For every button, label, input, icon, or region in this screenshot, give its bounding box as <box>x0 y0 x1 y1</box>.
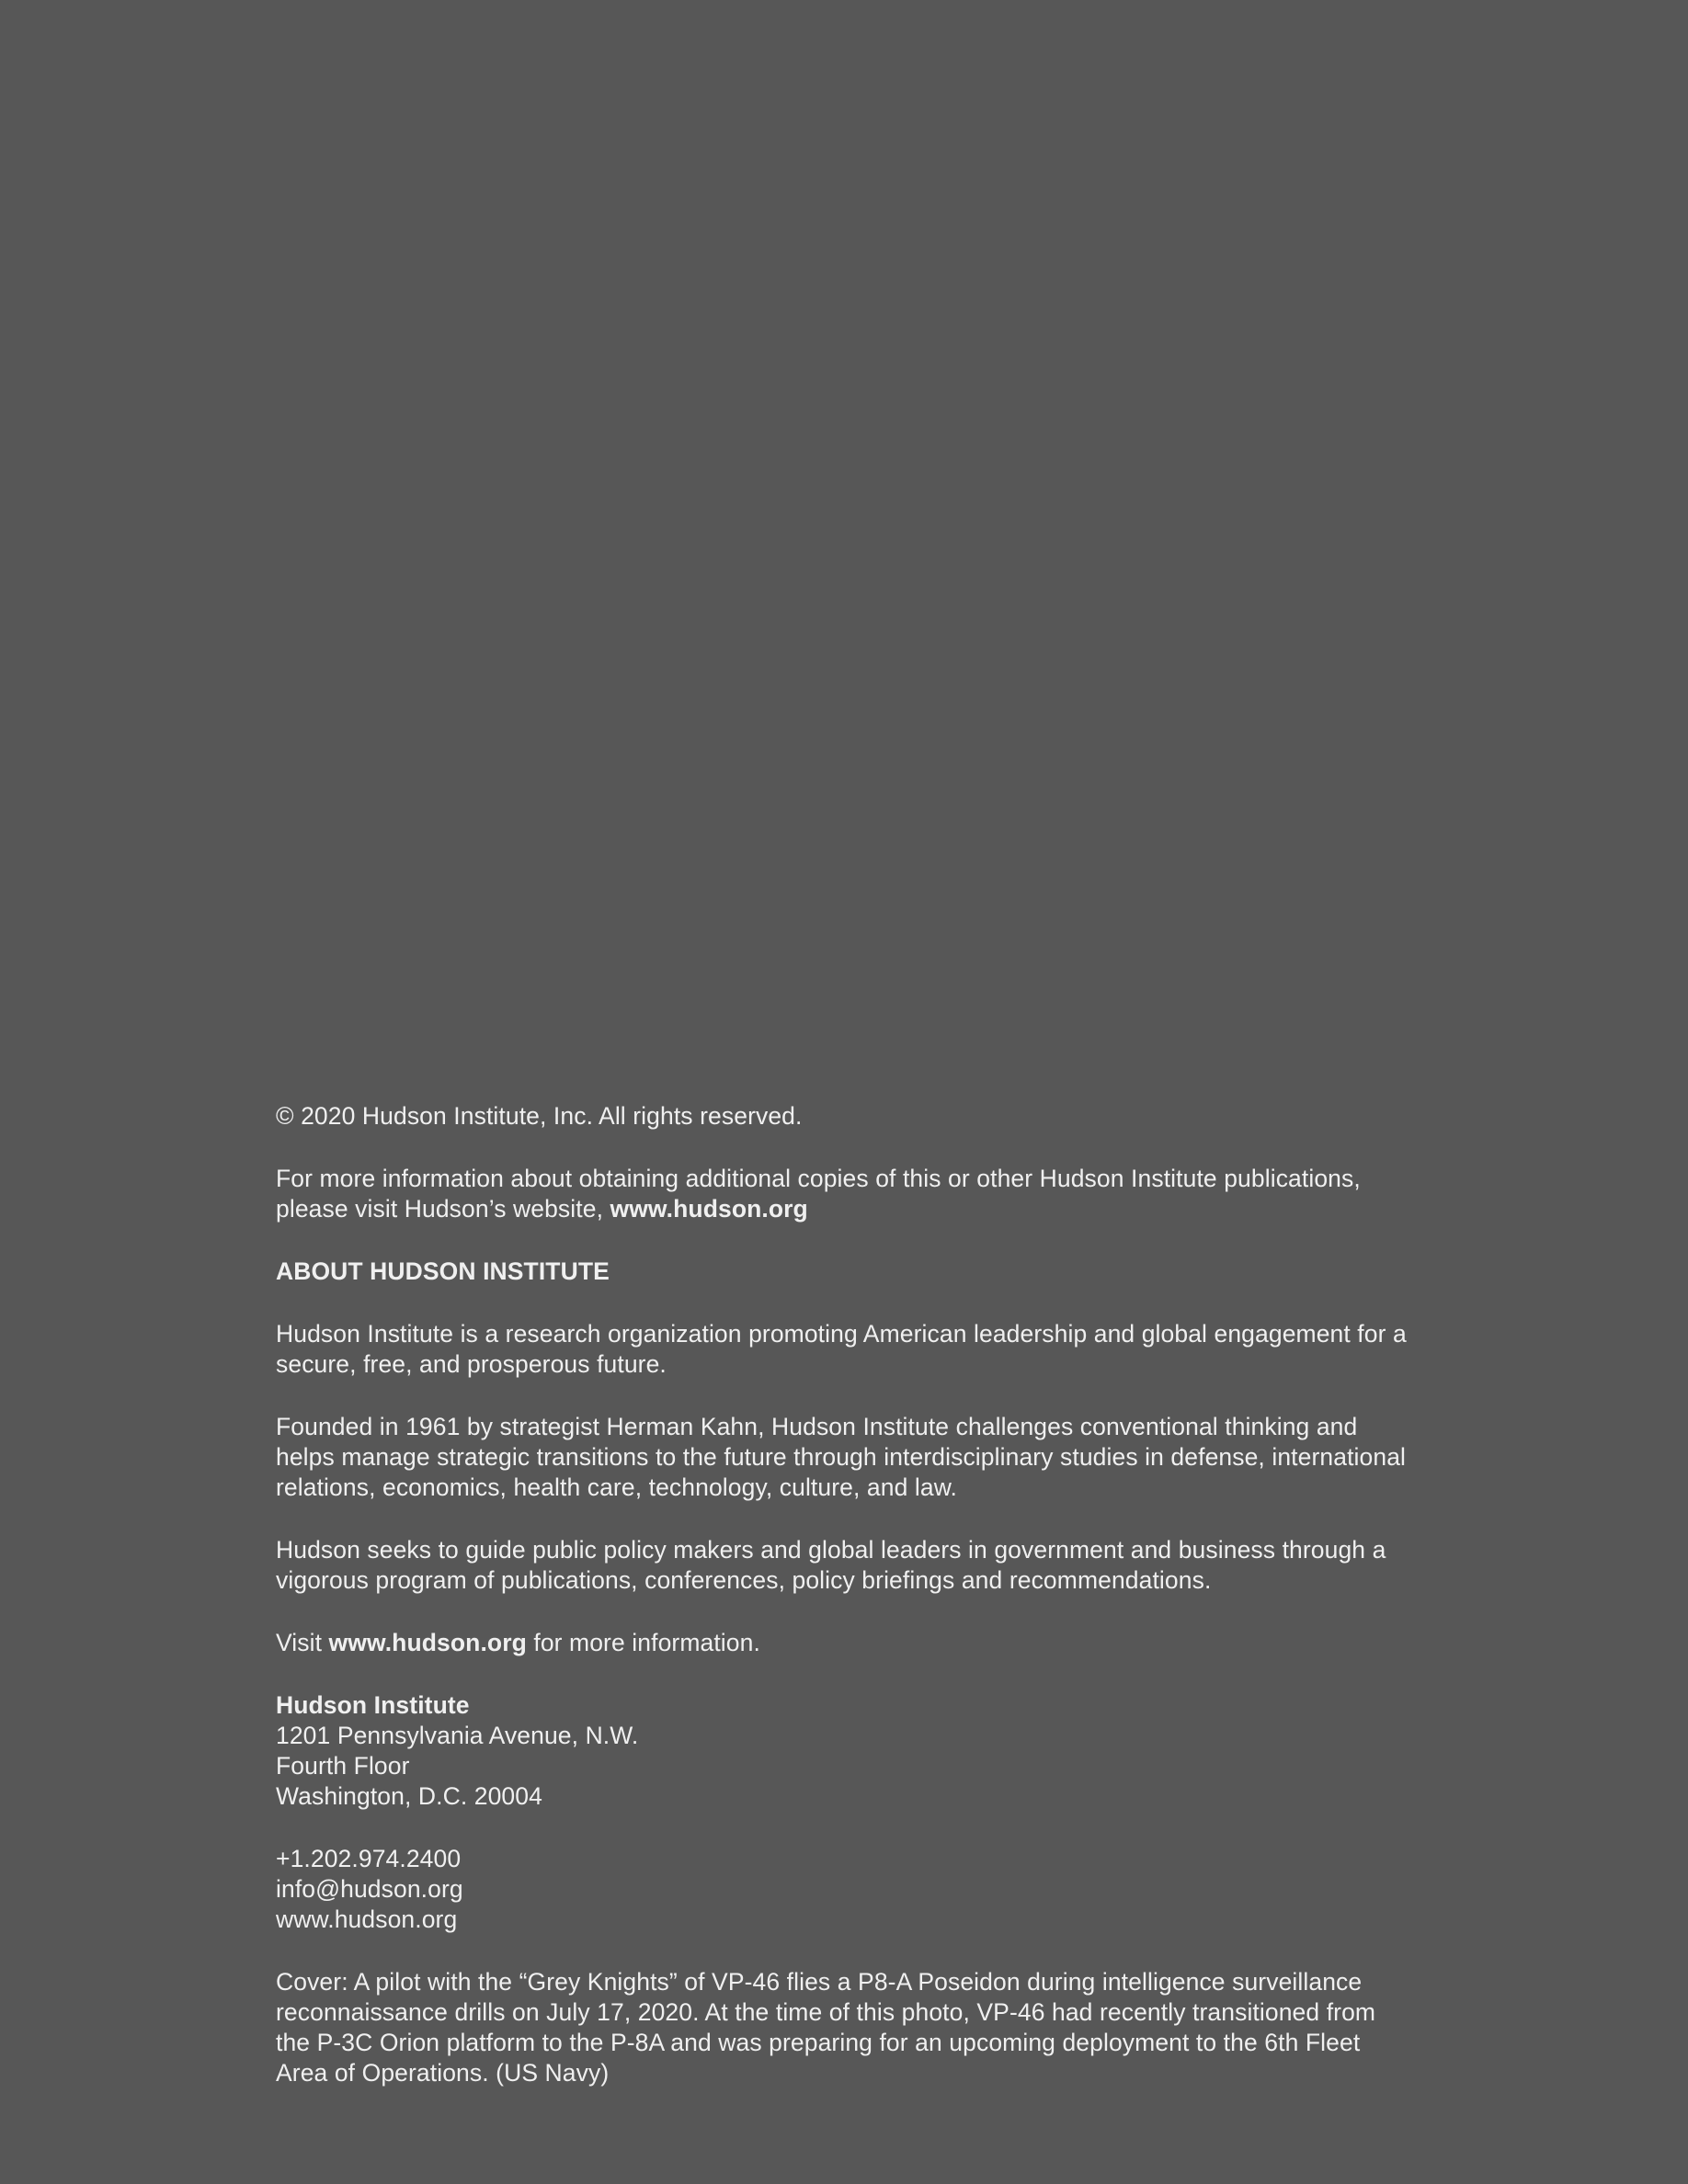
visit-prefix: Visit <box>276 1629 329 1656</box>
address-city: Washington, D.C. 20004 <box>276 1782 542 1810</box>
visit-suffix: for more information. <box>526 1629 760 1656</box>
address-street: 1201 Pennsylvania Avenue, N.W. <box>276 1722 639 1749</box>
address-floor: Fourth Floor <box>276 1752 410 1780</box>
contact-block <box>276 1844 1416 1935</box>
about-paragraph-founding: Founded in 1961 by strategist Herman Kahn, Hudson Institute challenges conventional thinking and helps manage strategic transitions to the future through interdisciplinary studies in defense, international relations, economics, health care, technology, culture, and law. <box>276 1413 1407 1501</box>
more-info-paragraph <box>276 1164 1416 1224</box>
contact-website[interactable]: www.hudson.org <box>276 1905 458 1933</box>
contact-phone: +1.202.974.2400 <box>276 1845 462 1872</box>
about-paragraph-mission: Hudson Institute is a research organization promoting American leadership and global engagement for a secure, free, and prosperous future. <box>276 1320 1407 1378</box>
copyright-notice: © 2020 Hudson Institute, Inc. All rights reserved. <box>276 1102 803 1130</box>
about-heading: ABOUT HUDSON INSTITUTE <box>276 1257 610 1285</box>
about-paragraph-program: Hudson seeks to guide public policy makers and global leaders in government and business through a vigorous program of publications, conferences, policy briefings and recommendations. <box>276 1536 1386 1594</box>
visit-website-link[interactable]: www.hudson.org <box>328 1629 527 1656</box>
address-block <box>276 1690 1416 1812</box>
website-link[interactable]: www.hudson.org <box>610 1195 808 1223</box>
cover-caption: Cover: A pilot with the “Grey Knights” of VP-46 flies a P8-A Poseidon during intelligence surveillance reconnaissance drills on July 17, 2020. At the time of this photo, VP-46 had recently transitioned from the P-3C Orion platform to the P-8A and was preparing for an upcoming deployment to the 6th Fleet Area of Operations. (US Navy) <box>276 1968 1376 2087</box>
organization-name: Hudson Institute <box>276 1691 470 1719</box>
colophon <box>276 1101 1416 2121</box>
visit-paragraph <box>276 1628 1416 1658</box>
contact-email[interactable]: info@hudson.org <box>276 1875 463 1903</box>
more-info-text: For more information about obtaining additional copies of this or other Hudson Institute publications, please visit Hudson’s website, <box>276 1165 1361 1223</box>
